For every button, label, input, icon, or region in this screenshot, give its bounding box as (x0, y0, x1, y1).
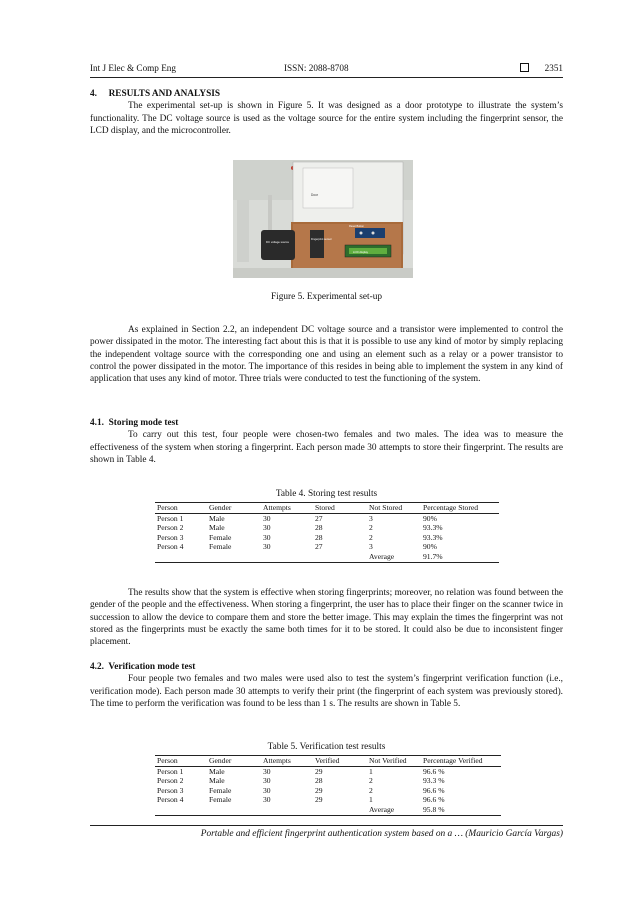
column-header: Gender (207, 503, 261, 514)
column-header: Not Verified (367, 756, 421, 767)
table-cell: 93.3% (423, 532, 443, 542)
column-header: Percentage Verified (421, 756, 501, 767)
section-4 (90, 88, 563, 137)
table-4-caption: Table 4. Storing test results (275, 489, 378, 499)
table-row (155, 805, 501, 815)
column-header: Person (155, 503, 207, 514)
running-footer: Portable and efficient fingerprint authentication system based on a … (Mauricio García Vargas) (200, 829, 563, 839)
table-cell: 96.6 % (423, 766, 445, 776)
table-cell: 30 (263, 795, 271, 805)
table-cell: 96.6 % (423, 795, 445, 805)
table-cell: 27 (315, 542, 323, 552)
table-row (155, 523, 499, 533)
table-cell: 27 (315, 513, 323, 523)
table-cell (313, 805, 367, 815)
column-header: Not Stored (367, 503, 421, 514)
column-header: Gender (207, 756, 261, 767)
table-cell: Male (209, 523, 225, 533)
table-cell: 91.7% (421, 552, 499, 562)
table-cell: 3 (369, 542, 373, 552)
table-cell (313, 552, 367, 562)
figure-label-buttons: Reset Button (349, 225, 364, 228)
figure-5-photo (233, 160, 413, 278)
table-row (155, 795, 501, 805)
table-cell (261, 552, 313, 562)
table-5-caption: Table 5. Verification test results (267, 742, 386, 752)
table-row (155, 552, 499, 562)
table-cell (155, 805, 207, 815)
table-cell: 30 (263, 523, 271, 533)
figure-label-lcd: LCD display (353, 250, 369, 254)
table-header-row (155, 756, 501, 767)
paragraph-motor: As explained in Section 2.2, an independent DC voltage source and a transistor were implemented to control the power dissipated in the motor. The interesting fact about this is that it is possible to use any kind of motor by simply replacing the independent voltage source with the corresponding one and using an element such as a relay or a power transistor to control the power dissipated in the motor. The importance of this resides in being able to implement the system in any kind of application that uses any kind of motor. Three trials were conducted to test the functioning of the system. (90, 325, 563, 385)
table-cell (207, 552, 261, 562)
table-cell: 90% (423, 542, 437, 552)
table-row (155, 786, 501, 796)
column-header: Stored (313, 503, 367, 514)
table-cell: 95.8 % (421, 805, 501, 815)
figure-5-caption: Figure 5. Experimental set-up (270, 292, 383, 302)
table-cell: 29 (315, 795, 323, 805)
table-row (155, 776, 501, 786)
footer-rule (90, 825, 563, 826)
table-cell: Person 3 (157, 532, 184, 542)
table-cell: Male (209, 776, 225, 786)
table-cell: 30 (263, 785, 271, 795)
table-cell (155, 552, 207, 562)
table-cell: 30 (263, 542, 271, 552)
table-cell: 2 (369, 785, 373, 795)
table-cell: Female (209, 532, 232, 542)
table-cell: Female (209, 542, 232, 552)
table-cell: Person 3 (157, 785, 184, 795)
paragraph-results: The results show that the system is effective when storing fingerprints; moreover, no relation was found between the gender of the people and the effectiveness. When storing a fingerprint, the user has to place their finger on the scanner twice in succession to allow the device to compare them and store the better image. This may explain the times the fingerprint was not stored as the fingerprints must be exactly the same both times for it to be stored. It could also be due to inconsistent finger placement. (90, 588, 563, 648)
figure-label-fingerprint: Fingerprint sensor (311, 238, 332, 241)
section-heading: 4. RESULTS AND ANALYSIS (90, 89, 221, 99)
section-heading: 4.2. Verification mode test (90, 662, 196, 672)
column-header: Verified (313, 756, 367, 767)
table-cell: Person 2 (157, 523, 184, 533)
table-cell: 1 (369, 795, 373, 805)
figure-label-dc-source: DC voltage source (266, 240, 290, 244)
table-cell: Person 1 (157, 766, 184, 776)
table-header-row (155, 503, 499, 514)
table-cell: 30 (263, 766, 271, 776)
table-cell: Average (367, 552, 421, 562)
table-5 (155, 755, 501, 816)
table-cell: 29 (315, 766, 323, 776)
table-cell: 28 (315, 532, 323, 542)
paragraph: Four people two females and two males were used also to test the system’s fingerprint verification function (i.e., verification mode). Each person made 30 attempts to verify their print (the fingerprint of each system was previously stored). The time to perform the verification was found to be less than 1 s. The results are shown in Table 5. (90, 674, 563, 709)
page-number: 2351 (544, 63, 563, 73)
table-cell: 28 (315, 776, 323, 786)
page-number-group (520, 63, 563, 74)
table-cell: Person 4 (157, 795, 184, 805)
table-cell: 30 (263, 513, 271, 523)
table-row (155, 533, 499, 543)
table-cell: 30 (263, 532, 271, 542)
table-cell: Female (209, 785, 232, 795)
section-4-1 (90, 417, 563, 466)
table-cell: 2 (369, 532, 373, 542)
column-header: Percentage Stored (421, 503, 499, 514)
table-cell: Male (209, 513, 225, 523)
column-header: Person (155, 756, 207, 767)
table-cell (207, 805, 261, 815)
table-row (155, 542, 499, 552)
table-cell: Person 4 (157, 542, 184, 552)
header-rule (90, 77, 563, 78)
table-cell (261, 805, 313, 815)
table-cell: Average (367, 805, 421, 815)
section-heading: 4.1. Storing mode test (90, 418, 179, 428)
table-cell: 96.6 % (423, 785, 445, 795)
table-4 (155, 502, 499, 563)
table-cell: Person 2 (157, 776, 184, 786)
checkbox-square-icon (520, 63, 529, 72)
column-header: Attempts (261, 756, 313, 767)
table-cell: 3 (369, 513, 373, 523)
figure-label-door: Door (311, 193, 318, 197)
table-cell: Person 1 (157, 513, 184, 523)
issn: ISSN: 2088-8708 (284, 63, 349, 73)
table-cell: 93.3% (423, 523, 443, 533)
table-cell: 2 (369, 523, 373, 533)
table-cell: Female (209, 795, 232, 805)
table-cell: Male (209, 766, 225, 776)
paragraph: To carry out this test, four people were chosen-two females and two males. The idea was to measure the effectiveness of the system when storing a fingerprint. Each person made 30 attempts to store their fingerprint. The results are shown in Table 4. (90, 430, 563, 465)
table-cell: 2 (369, 776, 373, 786)
table-cell: 90% (423, 513, 437, 523)
table-cell: 29 (315, 785, 323, 795)
table-cell: 30 (263, 776, 271, 786)
journal-name: Int J Elec & Comp Eng (90, 63, 176, 73)
table-cell: 1 (369, 766, 373, 776)
section-4-2 (90, 661, 563, 710)
table-row (155, 513, 499, 523)
paragraph: The experimental set-up is shown in Figure 5. It was designed as a door prototype to illustrate the system’s functionality. The DC voltage source is used as the voltage source for the entire system including the fingerprint sensor, the LCD display, and the microcontroller. (90, 101, 563, 136)
table-cell: 28 (315, 523, 323, 533)
column-header: Attempts (261, 503, 313, 514)
table-row (155, 766, 501, 776)
table-cell: 93.3 % (423, 776, 445, 786)
